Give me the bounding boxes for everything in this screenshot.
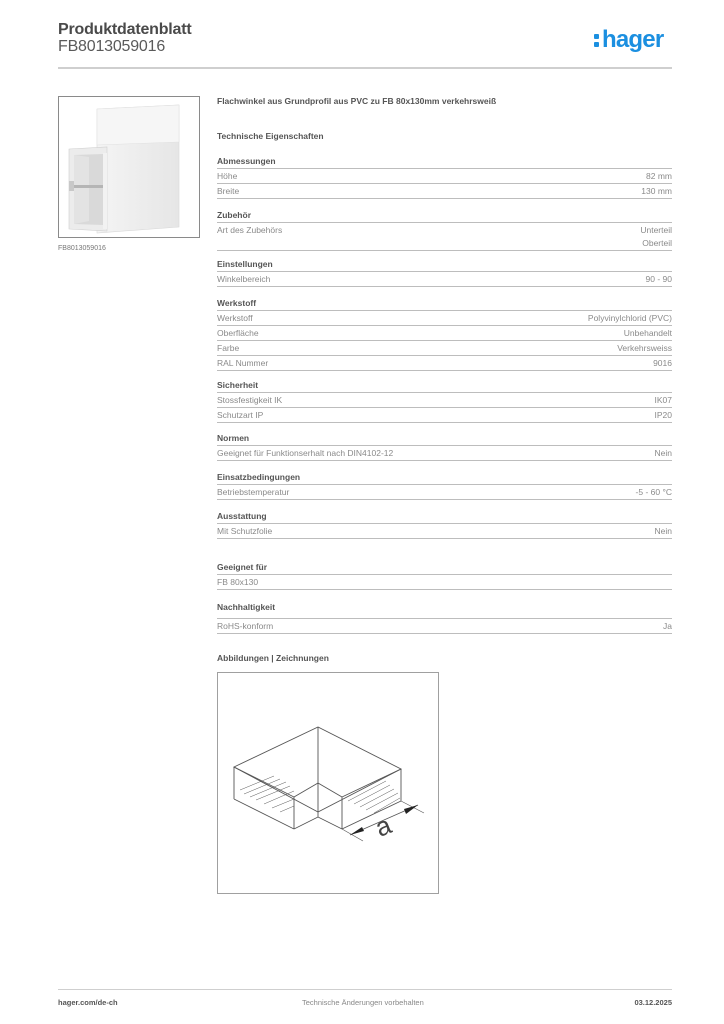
figures-heading: Abbildungen | Zeichnungen [217, 653, 329, 663]
footer-divider [58, 989, 672, 990]
product-image [58, 96, 200, 238]
section-nachhaltigkeit [217, 601, 672, 634]
table-row [217, 272, 672, 287]
row-label: Stossfestigkeit IK [217, 395, 283, 405]
section-title: Ausstattung [217, 510, 672, 524]
row-value-line: Unterteil [640, 225, 672, 235]
row-label: Breite [217, 186, 240, 196]
row-label: Winkelbereich [217, 274, 271, 284]
table-row [217, 485, 672, 500]
header-divider [58, 67, 672, 69]
table-row [217, 169, 672, 184]
section-einstellungen [217, 258, 672, 287]
table-row [217, 446, 672, 461]
section-zubehoer [217, 209, 672, 251]
dimension-label: a [370, 809, 396, 843]
row-value: 130 mm [641, 186, 672, 196]
section-title: Nachhaltigkeit [217, 601, 672, 619]
row-value: Unbehandelt [623, 328, 672, 338]
section-title: Werkstoff [217, 297, 672, 311]
row-label: Schutzart IP [217, 410, 264, 420]
section-ausstattung [217, 510, 672, 539]
section-abmessungen [217, 155, 672, 199]
footer-website-link[interactable]: hager.com/de-ch [58, 998, 118, 1007]
row-value-line: Oberteil [642, 238, 672, 248]
row-value: Verkehrsweiss [617, 343, 672, 353]
section-werkstoff [217, 297, 672, 371]
row-label: RAL Nummer [217, 358, 269, 368]
row-label: Betriebstemperatur [217, 487, 290, 497]
product-code: FB8013059016 [58, 38, 166, 55]
table-row [217, 619, 672, 634]
technical-properties-heading: Technische Eigenschaften [217, 131, 324, 141]
logo-colon-icon [594, 31, 600, 48]
row-value: IP20 [654, 410, 672, 420]
row-value: -5 - 60 °C [635, 487, 672, 497]
row-value: 82 mm [646, 171, 672, 181]
section-title: Einstellungen [217, 258, 672, 272]
hager-logo [594, 26, 663, 54]
row-label: Werkstoff [217, 313, 253, 323]
row-label: Mit Schutzfolie [217, 526, 273, 536]
product-image-caption: FB8013059016 [58, 245, 106, 252]
row-value: Nein [654, 526, 672, 536]
row-label: RoHS-konform [217, 621, 274, 631]
table-row [217, 184, 672, 199]
section-einsatzbedingungen [217, 471, 672, 500]
table-row [217, 575, 672, 590]
row-value: 9016 [653, 358, 672, 368]
cable-duct-corner-photo-icon [59, 97, 199, 237]
table-row [217, 341, 672, 356]
footer-date: 03.12.2025 [634, 998, 672, 1007]
table-row [217, 326, 672, 341]
row-value: IK07 [654, 395, 672, 405]
logo-text: hager [602, 26, 664, 53]
table-row [217, 356, 672, 371]
table-row [217, 393, 672, 408]
section-title: Einsatzbedingungen [217, 471, 672, 485]
row-label: Farbe [217, 343, 240, 353]
product-description: Flachwinkel aus Grundprofil aus PVC zu FB 80x130mm verkehrsweiß [217, 96, 497, 106]
technical-drawing [217, 672, 439, 894]
section-normen [217, 432, 672, 461]
row-value [640, 224, 672, 250]
page-title: Produktdatenblatt [58, 21, 192, 38]
table-row [217, 408, 672, 423]
row-value: 90 - 90 [645, 274, 672, 284]
row-label: Art des Zubehörs [217, 225, 283, 235]
section-title: Geeignet für [217, 561, 672, 575]
row-value: Polyvinylchlorid (PVC) [587, 313, 672, 323]
section-title: Abmessungen [217, 155, 672, 169]
section-sicherheit [217, 379, 672, 423]
table-row [217, 223, 672, 251]
row-label: Geeignet für Funktionserhalt nach DIN4102-12 [217, 448, 394, 458]
flat-angle-drawing-icon [218, 673, 438, 893]
section-title: Sicherheit [217, 379, 672, 393]
row-value: Nein [654, 448, 672, 458]
row-label: FB 80x130 [217, 577, 259, 587]
row-label: Oberfläche [217, 328, 259, 338]
section-title: Zubehör [217, 209, 672, 223]
section-title: Normen [217, 432, 672, 446]
row-value: Ja [663, 621, 672, 631]
table-row [217, 524, 672, 539]
row-label: Höhe [217, 171, 238, 181]
table-row [217, 311, 672, 326]
section-geeignet-fuer [217, 561, 672, 590]
footer-notice: Technische Änderungen vorbehalten [302, 998, 424, 1007]
